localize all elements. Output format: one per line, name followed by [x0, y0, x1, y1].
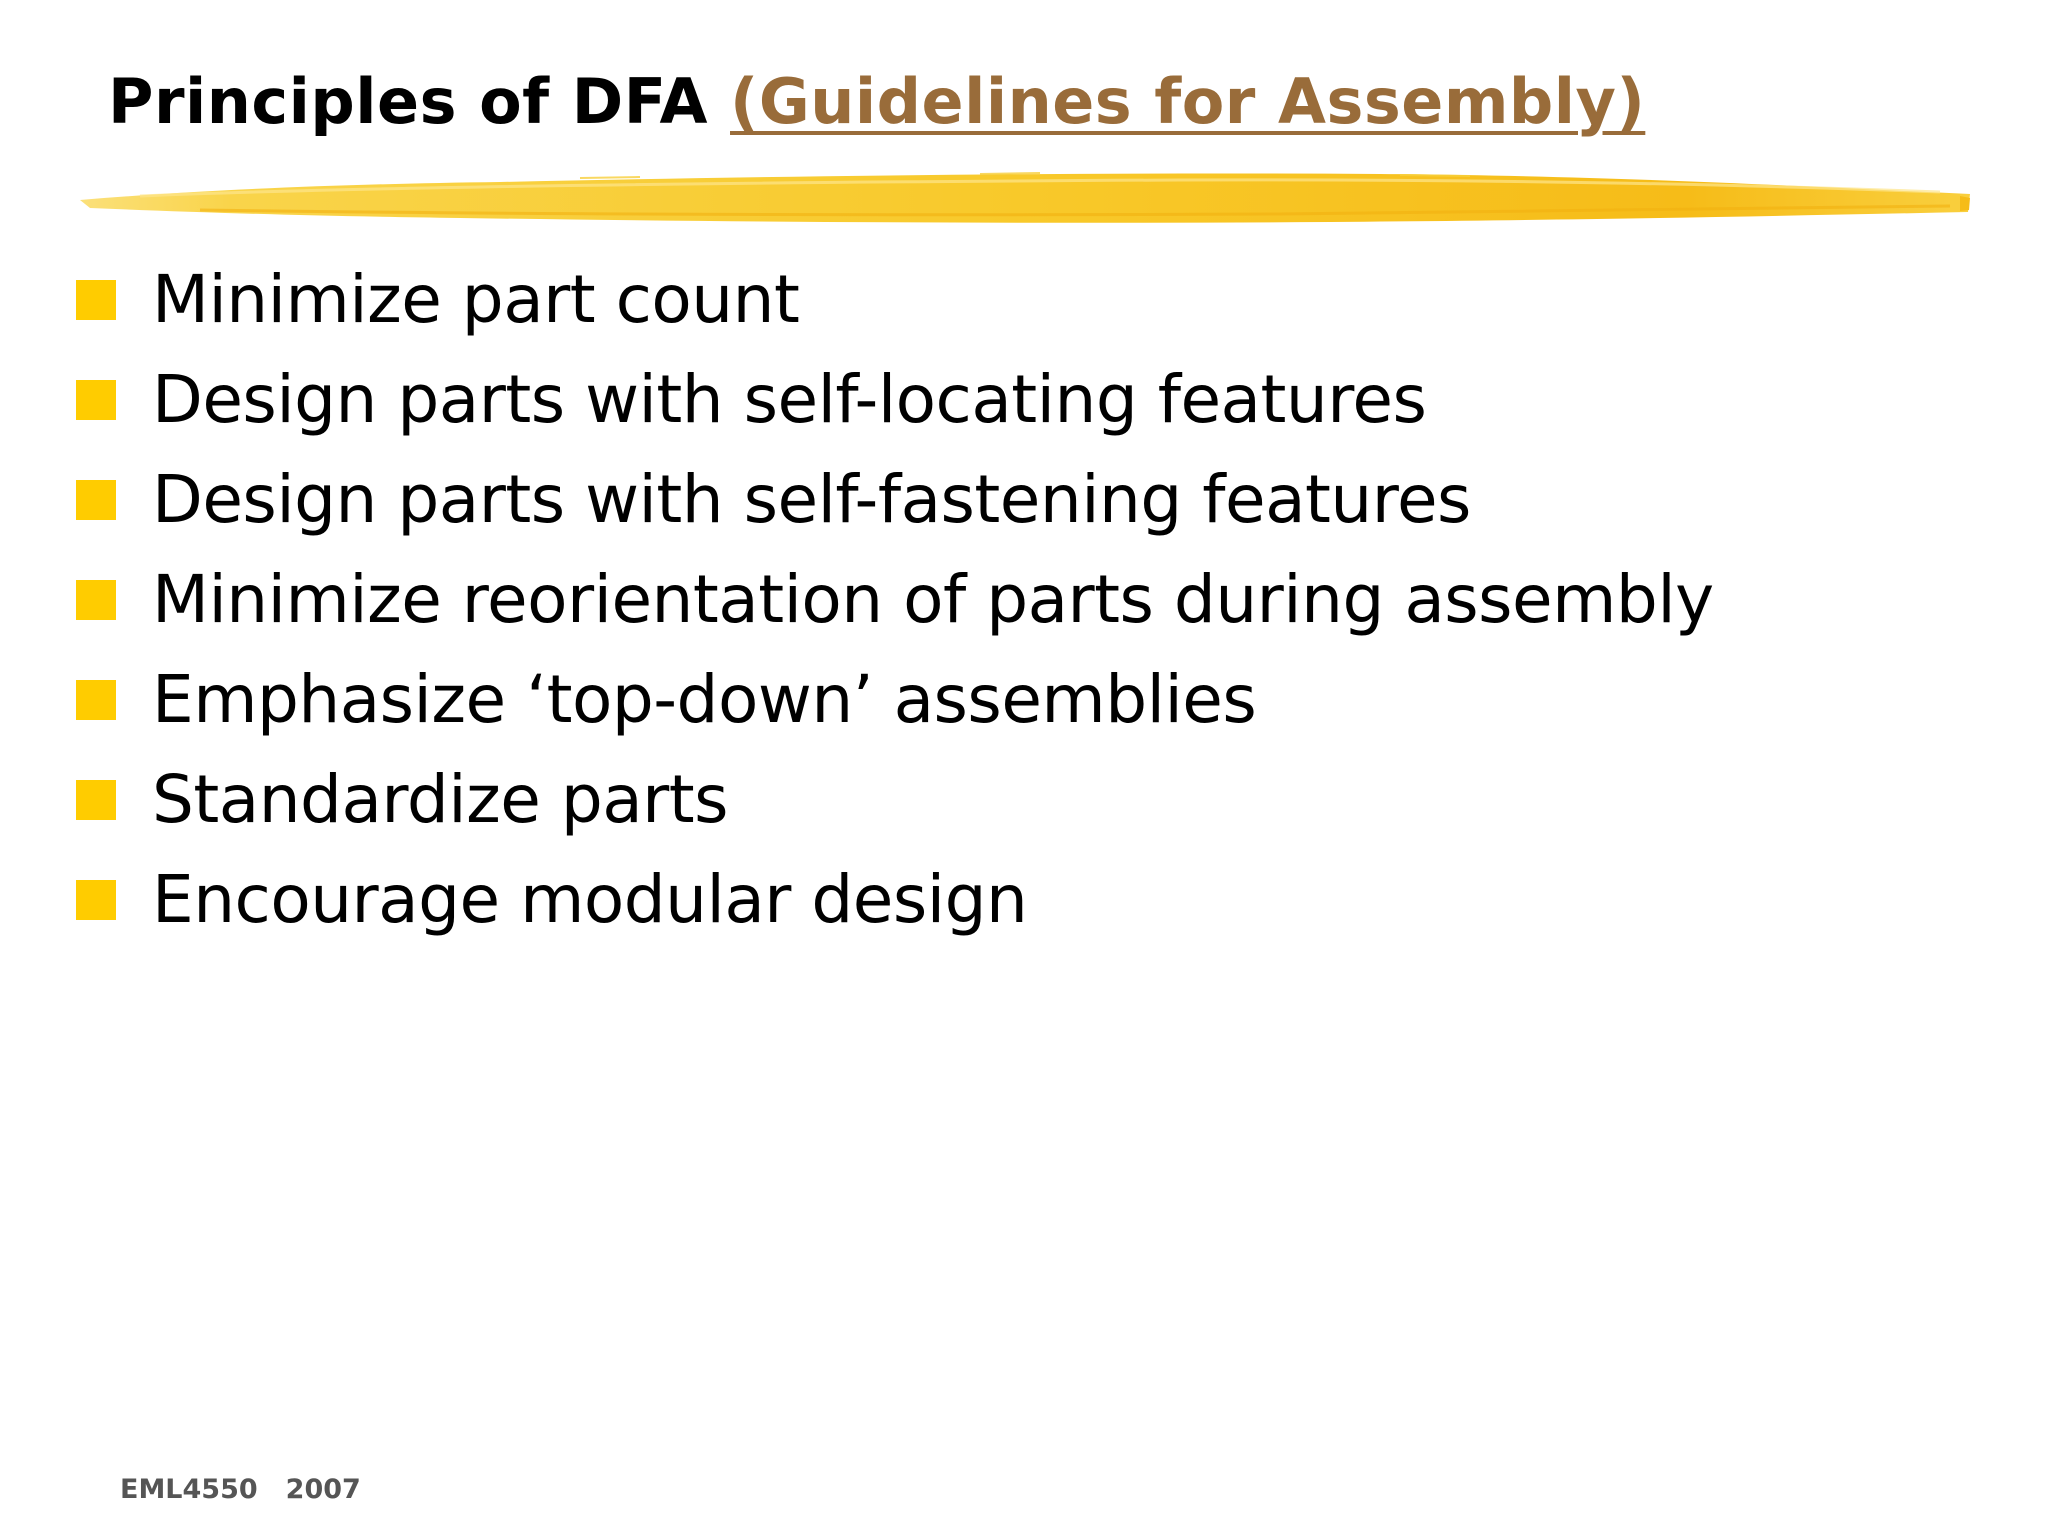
bullet-square-icon [76, 280, 116, 320]
bullet-square-icon [76, 480, 116, 520]
list-item [76, 650, 1714, 750]
list-item [76, 450, 1714, 550]
bullet-square-icon [76, 580, 116, 620]
title-main: Principles of DFA [108, 65, 708, 138]
bullet-square-icon [76, 880, 116, 920]
bullet-square-icon [76, 380, 116, 420]
list-item [76, 750, 1714, 850]
bullet-square-icon [76, 780, 116, 820]
bullet-text: Minimize reorientation of parts during assembly [152, 561, 1714, 638]
slide-footer [120, 1474, 361, 1505]
bullet-text: Design parts with self-locating features [152, 361, 1427, 438]
bullet-text: Encourage modular design [152, 861, 1028, 938]
footer-course: EML4550 [120, 1474, 258, 1505]
bullet-text: Design parts with self-fastening features [152, 461, 1471, 538]
list-item [76, 550, 1714, 650]
bullet-list [76, 250, 1714, 950]
slide-title [108, 62, 1645, 142]
title-link-guidelines[interactable]: (Guidelines for Assembly) [730, 65, 1646, 138]
list-item [76, 350, 1714, 450]
bullet-text: Minimize part count [152, 261, 800, 338]
list-item [76, 850, 1714, 950]
bullet-text: Standardize parts [152, 761, 729, 838]
footer-year: 2007 [285, 1474, 361, 1505]
bullet-text: Emphasize ‘top-down’ assemblies [152, 661, 1257, 738]
list-item [76, 250, 1714, 350]
bullet-square-icon [76, 680, 116, 720]
yellow-brush-stroke-icon [80, 160, 1970, 236]
